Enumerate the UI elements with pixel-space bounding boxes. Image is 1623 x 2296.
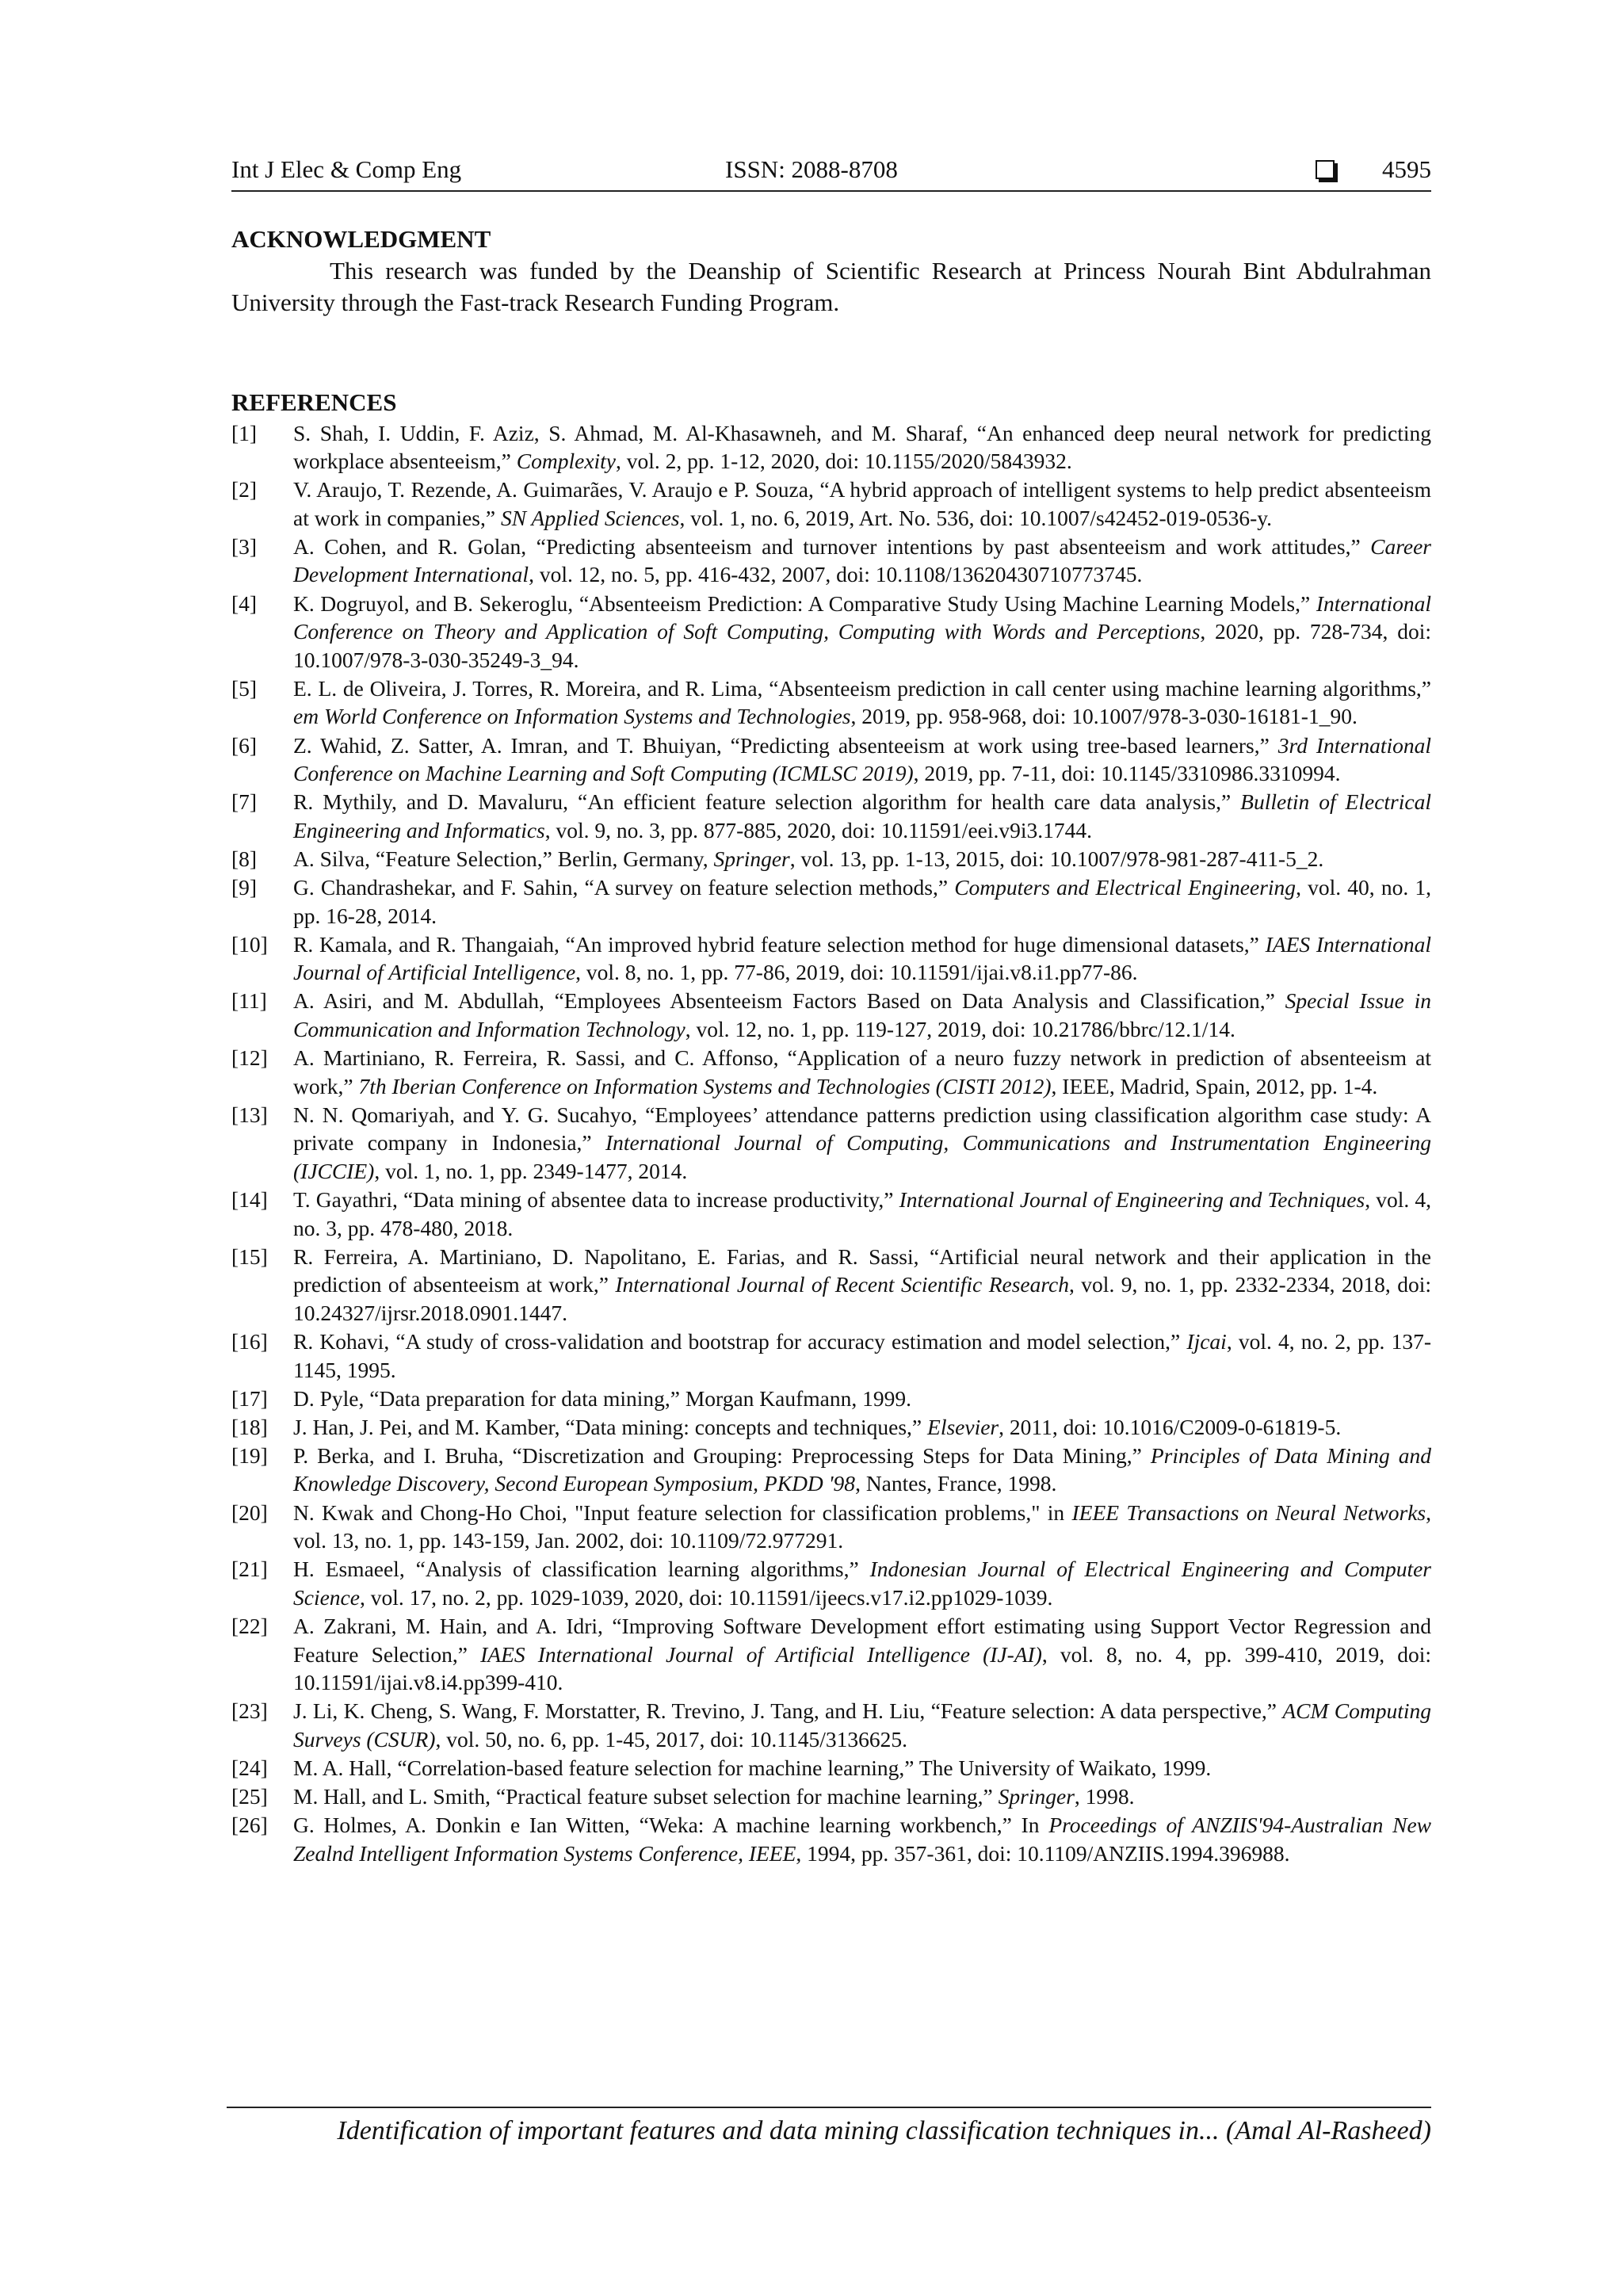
reference-number: [25] — [231, 1784, 268, 1809]
reference-details: , 1998. — [1074, 1784, 1135, 1809]
reference-text: T. Gayathri, “Data mining of absentee data to increase productivity,” — [293, 1187, 899, 1213]
reference-venue: Proceedings of ANZIIS'94-Australian New Zealnd Intelligent Information Systems Conference, IEEE — [293, 1813, 1432, 1866]
reference-text: K. Dogruyol, and B. Sekeroglu, “Absenteeism Prediction: A Comparative Study Using Machine Learning Models,” — [293, 590, 1316, 616]
reference-text: J. Li, K. Cheng, S. Wang, F. Morstatter, R. Trevino, J. Tang, and H. Liu, “Feature selection: A data perspective,” — [293, 1698, 1283, 1724]
reference-item — [231, 987, 1431, 1043]
reference-item — [231, 873, 1431, 930]
reference-number: [2] — [231, 477, 258, 502]
reference-number: [10] — [231, 931, 268, 957]
reference-text: S. Shah, I. Uddin, F. Aziz, S. Ahmad, M. Al-Khasawneh, and M. Sharaf, “An enhanced deep neural network for predicting workplace absenteeism,” — [293, 420, 1431, 474]
reference-details: , 2020, pp. 728-734, doi: 10.1007/978-3-030-35249-3_94. — [293, 619, 1431, 672]
reference-item — [231, 1811, 1431, 1867]
reference-text: M. Hall, and L. Smith, “Practical feature subset selection for machine learning,” — [293, 1784, 999, 1809]
reference-details: , vol. 17, no. 2, pp. 1029-1039, 2020, doi: 10.11591/ijeecs.v17.i2.pp1029-1039. — [359, 1584, 1053, 1610]
reference-item — [231, 845, 1431, 873]
reference-venue: IAES International Journal of Artificial Intelligence (IJ-AI) — [480, 1641, 1042, 1667]
reference-venue: SN Applied Sciences — [500, 505, 680, 530]
reference-text: A. Asiri, and M. Abdullah, “Employees Absenteeism Factors Based on Data Analysis and Classification,” — [293, 988, 1285, 1014]
reference-venue: Springer — [713, 846, 790, 871]
reference-text: P. Berka, and I. Bruha, “Discretization and Grouping: Preprocessing Steps for Data Mining,” — [293, 1442, 1151, 1468]
reference-number: [12] — [231, 1045, 268, 1071]
reference-number: [19] — [231, 1442, 268, 1468]
reference-text: N. Kwak and Chong-Ho Choi, "Input feature selection for classification problems," in — [293, 1499, 1072, 1525]
reference-venue: IEEE Transactions on Neural Networks — [1071, 1499, 1426, 1525]
reference-text: A. Silva, “Feature Selection,” Berlin, Germany, — [293, 846, 714, 871]
issn-label: ISSN: 2088-8708 — [725, 155, 898, 183]
reference-number: [26] — [231, 1813, 268, 1838]
reference-details: , 1994, pp. 357-361, doi: 10.1109/ANZIIS.1994.396988. — [796, 1840, 1290, 1866]
reference-details: , 2011, doi: 10.1016/C2009-0-61819-5. — [999, 1414, 1342, 1439]
reference-number: [14] — [231, 1187, 268, 1213]
reference-text: A. Martiniano, R. Ferreira, R. Sassi, and C. Affonso, “Application of a neuro fuzzy network in prediction of absenteeism at work,” — [293, 1045, 1431, 1098]
reference-item — [231, 1044, 1431, 1100]
reference-details: , vol. 12, no. 1, pp. 119-127, 2019, doi: 10.21786/bbrc/12.1/14. — [685, 1016, 1235, 1041]
reference-venue: International Conference on Theory and Application of Soft Computing, Computing with Words and Perceptions — [293, 590, 1431, 644]
reference-venue: Complexity — [516, 449, 617, 474]
reference-details: , vol. 13, pp. 1-13, 2015, doi: 10.1007/978-981-287-411-5_2. — [789, 846, 1324, 871]
reference-venue: ACM Computing Surveys (CSUR) — [293, 1698, 1431, 1752]
reference-text: D. Pyle, “Data preparation for data mining,” Morgan Kaufmann, 1999. — [293, 1385, 911, 1411]
reference-venue: Springer — [998, 1784, 1075, 1809]
reference-item — [231, 1555, 1431, 1611]
reference-text: R. Kamala, and R. Thangaiah, “An improved hybrid feature selection method for huge dimensional datasets,” — [293, 931, 1266, 957]
reference-text: Z. Wahid, Z. Satter, A. Imran, and T. Bhuiyan, “Predicting absenteeism at work using tree-based learners,” — [293, 732, 1278, 758]
reference-details: , vol. 4, no. 3, pp. 478-480, 2018. — [293, 1187, 1431, 1240]
reference-details: , vol. 8, no. 1, pp. 77-86, 2019, doi: 10.11591/ijai.v8.i1.pp77-86. — [575, 960, 1138, 985]
reference-details: , vol. 9, no. 3, pp. 877-885, 2020, doi: 10.11591/eei.v9i3.1744. — [544, 817, 1093, 842]
reference-text: V. Araujo, T. Rezende, A. Guimarães, V. Araujo e P. Souza, “A hybrid approach of intelligent systems to help predict absenteeism at work in companies,” — [293, 477, 1431, 530]
reference-details: , vol. 2, pp. 1-12, 2020, doi: 10.1155/2020/5843932. — [616, 449, 1072, 474]
reference-text: J. Han, J. Pei, and M. Kamber, “Data mining: concepts and techniques,” — [293, 1414, 928, 1439]
reference-number: [4] — [231, 590, 258, 616]
acknowledgment-heading: ACKNOWLEDGMENT — [231, 225, 491, 253]
reference-text: R. Ferreira, A. Martiniano, D. Napolitano, E. Farias, and R. Sassi, “Artificial neural network and their application in the prediction of absenteeism at work,” — [293, 1244, 1431, 1297]
running-footer: Identification of important features and data mining classification techniques in... (Amal Al-Rasheed) — [227, 2107, 1431, 2146]
reference-item — [231, 1782, 1431, 1811]
reference-text: A. Cohen, and R. Golan, “Predicting absenteeism and turnover intentions by past absenteeism and work attitudes,” — [293, 533, 1371, 559]
reference-details: , vol. 8, no. 4, pp. 399-410, 2019, doi: 10.11591/ijai.v8.i4.pp399-410. — [293, 1641, 1431, 1695]
reference-text: G. Holmes, A. Donkin e Ian Witten, “Weka: A machine learning workbench,” In — [293, 1813, 1049, 1838]
reference-number: [23] — [231, 1698, 268, 1724]
reference-details: , vol. 40, no. 1, pp. 16-28, 2014. — [293, 875, 1432, 928]
reference-item — [231, 419, 1431, 476]
reference-number: [7] — [231, 789, 258, 815]
reference-item — [231, 476, 1431, 532]
reference-item — [231, 1328, 1431, 1384]
reference-venue: Principles of Data Mining and Knowledge Discovery, Second European Symposium, PKDD '98 — [293, 1442, 1431, 1496]
reference-item — [231, 732, 1431, 788]
main-column — [231, 223, 1431, 1867]
reference-details: , vol. 1, no. 6, 2019, Art. No. 536, doi: 10.1007/s42452-019-0536-y. — [679, 505, 1273, 530]
reference-item — [231, 1101, 1431, 1186]
reference-text: R. Mythily, and D. Mavaluru, “An efficient feature selection algorithm for health care data analysis,” — [293, 789, 1241, 815]
reference-venue: Elsevier — [927, 1414, 999, 1439]
reference-text: A. Zakrani, M. Hain, and A. Idri, “Improving Software Development effort estimating using Support Vector Regression and Feature Selection,” — [293, 1613, 1431, 1667]
reference-item — [231, 788, 1431, 844]
reference-venue: 3rd International Conference on Machine Learning and Soft Computing (ICMLSC 2019) — [293, 732, 1431, 786]
reference-number: [8] — [231, 846, 258, 871]
reference-details: , vol. 1, no. 1, pp. 2349-1477, 2014. — [374, 1158, 688, 1183]
reference-number: [3] — [231, 533, 258, 559]
reference-item — [231, 1243, 1431, 1328]
reference-text: R. Kohavi, “A study of cross-validation and bootstrap for accuracy estimation and model selection,” — [293, 1329, 1187, 1354]
reference-number: [22] — [231, 1613, 268, 1638]
reference-list — [231, 419, 1431, 1868]
reference-venue: Career Development International — [293, 533, 1431, 587]
reference-text: M. A. Hall, “Correlation-based feature selection for machine learning,” The University of Waikato, 1999. — [293, 1755, 1212, 1780]
reference-number: [24] — [231, 1755, 268, 1780]
reference-details: , vol. 50, no. 6, pp. 1-45, 2017, doi: 10.1145/3136625. — [435, 1726, 908, 1752]
reference-venue: Bulletin of Electrical Engineering and Informatics — [293, 789, 1431, 842]
reference-item — [231, 1186, 1431, 1242]
reference-number: [15] — [231, 1244, 268, 1269]
reference-number: [9] — [231, 875, 258, 900]
reference-number: [6] — [231, 732, 258, 758]
reference-details: , vol. 4, no. 2, pp. 137-1145, 1995. — [293, 1329, 1431, 1382]
reference-item — [231, 1442, 1431, 1498]
reference-venue: International Journal of Recent Scientific Research — [615, 1272, 1069, 1297]
reference-venue: em World Conference on Information Systems and Technologies — [293, 704, 851, 729]
reference-details: , vol. 9, no. 1, pp. 2332-2334, 2018, doi: 10.24327/ijrsr.2018.0901.1447. — [293, 1272, 1431, 1325]
reference-number: [11] — [231, 988, 267, 1014]
reference-text: E. L. de Oliveira, J. Torres, R. Moreira, and R. Lima, “Absenteeism prediction in call center using machine learning algorithms,” — [293, 675, 1431, 701]
reference-item — [231, 1499, 1431, 1555]
reference-item — [231, 1612, 1431, 1697]
running-header — [231, 155, 1431, 192]
reference-number: [17] — [231, 1385, 268, 1411]
reference-text: G. Chandrashekar, and F. Sahin, “A survey on feature selection methods,” — [293, 875, 955, 900]
page-number: 4595 — [1382, 155, 1431, 183]
reference-venue: International Journal of Computing, Communications and Instrumentation Engineering (IJCCIE) — [293, 1130, 1431, 1183]
reference-item — [231, 533, 1431, 589]
reference-number: [5] — [231, 675, 258, 701]
reference-number: [16] — [231, 1329, 268, 1354]
reference-venue: Ijcai — [1186, 1329, 1227, 1354]
reference-number: [18] — [231, 1414, 268, 1439]
reference-number: [13] — [231, 1102, 268, 1127]
reference-details: , IEEE, Madrid, Spain, 2012, pp. 1-4. — [1051, 1073, 1378, 1098]
reference-item — [231, 1754, 1431, 1782]
reference-item — [231, 674, 1431, 731]
reference-venue: Indonesian Journal of Electrical Engineering and Computer Science — [293, 1557, 1431, 1610]
journal-name: Int J Elec & Comp Eng — [231, 155, 462, 183]
reference-text: N. N. Qomariyah, and Y. G. Sucahyo, “Employees’ attendance patterns prediction using classification algorithm case study: A private company in Indonesia,” — [293, 1102, 1431, 1156]
reference-venue: Special Issue in Communication and Information Technology — [293, 988, 1431, 1041]
reference-details: , 2019, pp. 958-968, doi: 10.1007/978-3-030-16181-1_90. — [850, 704, 1358, 729]
reference-venue: Computers and Electrical Engineering — [954, 875, 1296, 900]
reference-details: , vol. 12, no. 5, pp. 416-432, 2007, doi: 10.1108/13620430710773745. — [529, 562, 1143, 587]
reference-number: [1] — [231, 420, 258, 445]
reference-number: [21] — [231, 1557, 268, 1582]
reference-item — [231, 930, 1431, 987]
reference-venue: IAES International Journal of Artificial Intelligence — [293, 931, 1431, 985]
reference-details: , Nantes, France, 1998. — [855, 1471, 1057, 1496]
references-heading: REFERENCES — [231, 388, 397, 416]
acknowledgment-text: This research was funded by the Deanship of Scientific Research at Princess Nourah Bint Abdulrahman University through the Fast-track Research Funding Program. — [231, 257, 1431, 316]
reference-venue: 7th Iberian Conference on Information Systems and Technologies (CISTI 2012) — [358, 1073, 1052, 1098]
reference-details: , 2019, pp. 7-11, doi: 10.1145/3310986.3310994. — [913, 761, 1341, 786]
reference-item — [231, 1697, 1431, 1753]
reference-number: [20] — [231, 1499, 268, 1525]
reference-item — [231, 1385, 1431, 1413]
reference-text: H. Esmaeel, “Analysis of classification learning algorithms,” — [293, 1557, 870, 1582]
reference-venue: International Journal of Engineering and Techniques — [899, 1187, 1365, 1213]
reference-details: , vol. 13, no. 1, pp. 143-159, Jan. 2002, doi: 10.1109/72.977291. — [293, 1499, 1431, 1553]
reference-item — [231, 590, 1431, 674]
reference-item — [231, 1413, 1431, 1442]
square-box-icon — [1316, 160, 1335, 179]
